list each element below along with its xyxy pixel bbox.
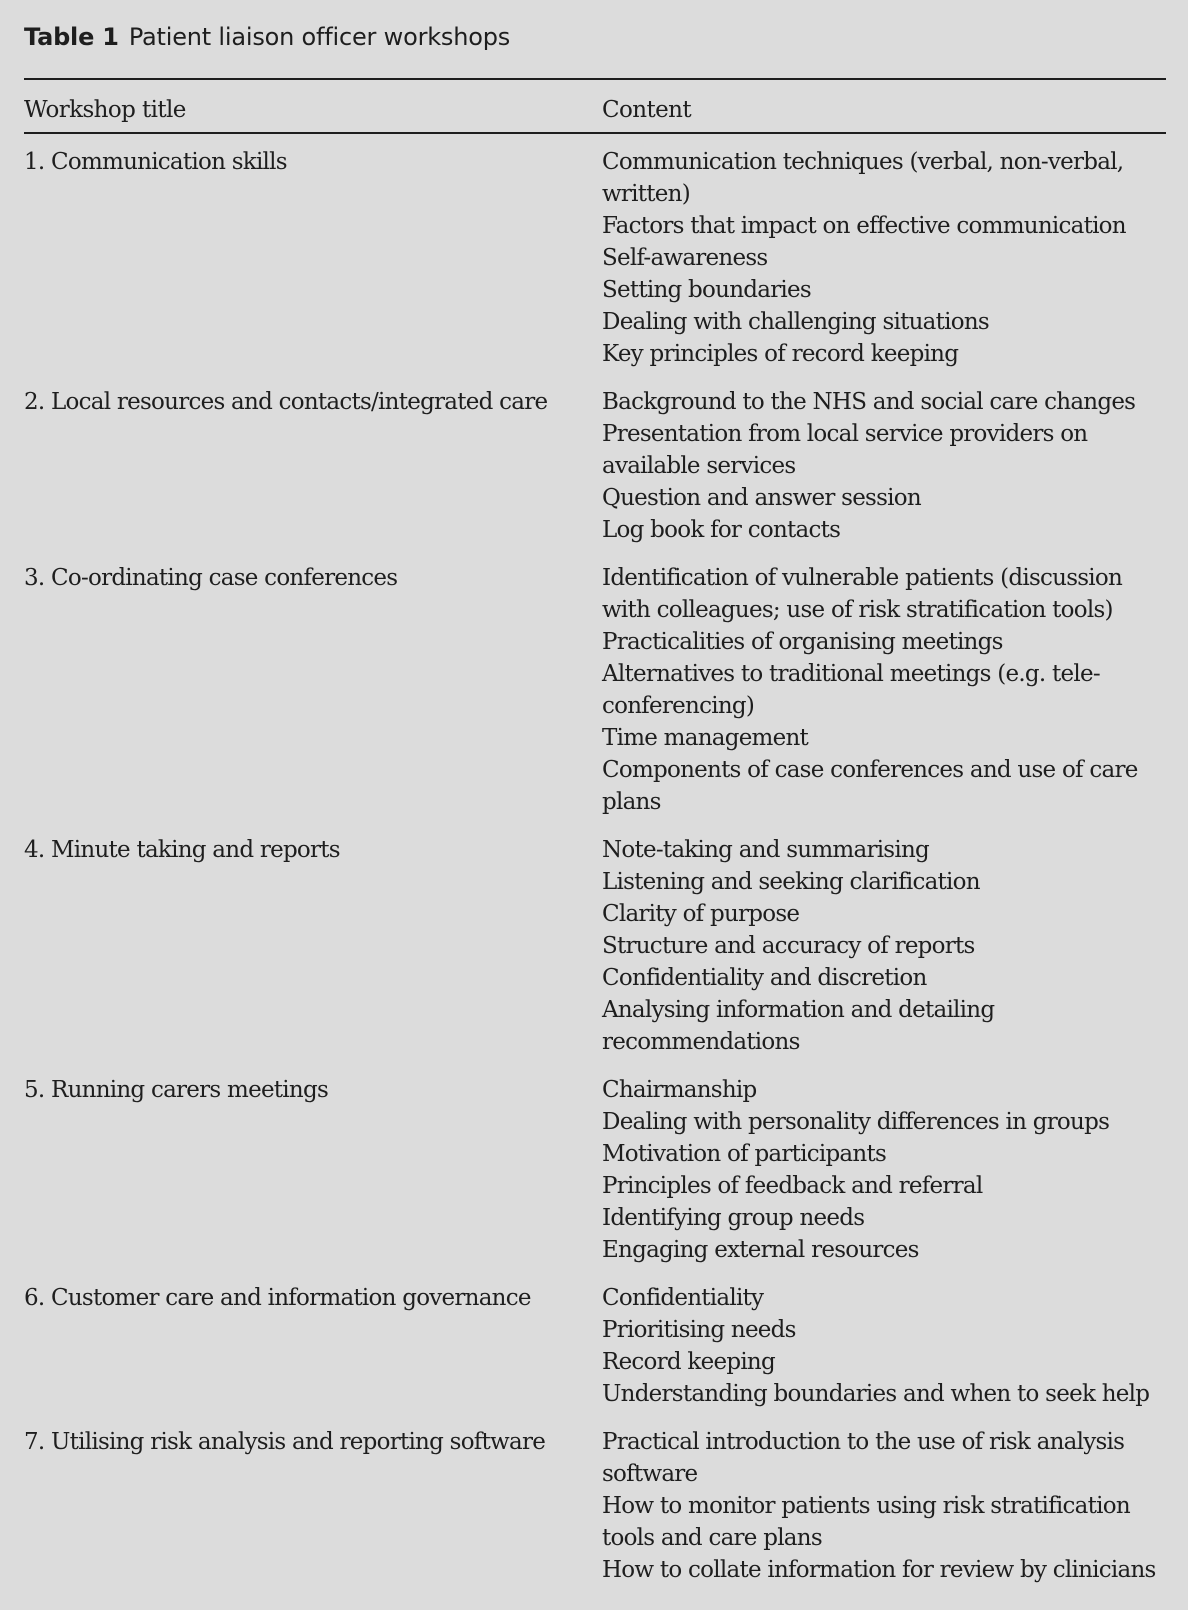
table-row — [24, 1282, 1166, 1410]
header-rule — [24, 132, 1166, 134]
workshop-content-list — [602, 834, 1166, 1058]
table-body — [24, 146, 1166, 1602]
workshop-title: 4. Minute taking and reports — [24, 837, 340, 863]
content-item: Question and answer session — [602, 485, 921, 511]
workshop-title: 5. Running carers meetings — [24, 1077, 328, 1103]
content-item: Background to the NHS and social care changes — [602, 389, 1136, 415]
workshop-content-list — [602, 1282, 1166, 1410]
content-item: Identifying group needs — [602, 1205, 865, 1231]
content-item: Record keeping — [602, 1349, 775, 1375]
content-item: Presentation from local service providers on available services — [602, 421, 1088, 479]
column-header-workshop-title: Workshop title — [24, 97, 186, 123]
workshop-content-list — [602, 1426, 1166, 1586]
content-item: Confidentiality — [602, 1285, 764, 1311]
workshop-title: 7. Utilising risk analysis and reporting software — [24, 1429, 546, 1455]
workshop-title: 3. Co-ordinating case conferences — [24, 565, 398, 591]
content-item: Key principles of record keeping — [602, 341, 959, 367]
content-item: How to collate information for review by clinicians — [602, 1557, 1156, 1583]
content-item: Understanding boundaries and when to seek help — [602, 1381, 1150, 1407]
content-item: How to monitor patients using risk stratification tools and care plans — [602, 1493, 1130, 1551]
table-row — [24, 562, 1166, 818]
workshop-content-list — [602, 146, 1166, 370]
table-row — [24, 1074, 1166, 1266]
content-item: Clarity of purpose — [602, 901, 800, 927]
top-rule — [24, 78, 1166, 80]
content-item: Communication techniques (verbal, non-verbal, written) — [602, 149, 1124, 207]
content-item: Time management — [602, 725, 809, 751]
content-item: Analysing information and detailing recommendations — [602, 997, 995, 1055]
content-item: Chairmanship — [602, 1077, 757, 1103]
content-item: Principles of feedback and referral — [602, 1173, 983, 1199]
column-header-content: Content — [602, 97, 691, 123]
workshop-content-list — [602, 1074, 1166, 1266]
content-item: Alternatives to traditional meetings (e.g. tele-conferencing) — [602, 661, 1100, 719]
content-item: Self-awareness — [602, 245, 768, 271]
table-label: Table 1 — [24, 23, 119, 51]
content-item: Dealing with personality differences in groups — [602, 1109, 1110, 1135]
content-item: Dealing with challenging situations — [602, 309, 989, 335]
content-item: Engaging external resources — [602, 1237, 919, 1263]
table-caption — [24, 22, 510, 52]
table-row — [24, 386, 1166, 546]
content-item: Setting boundaries — [602, 277, 811, 303]
content-item: Log book for contacts — [602, 517, 841, 543]
table-row — [24, 1426, 1166, 1586]
table-row — [24, 834, 1166, 1058]
content-item: Listening and seeking clarification — [602, 869, 980, 895]
content-item: Identification of vulnerable patients (discussion with colleagues; use of risk stratification tools) — [602, 565, 1123, 623]
content-item: Structure and accuracy of reports — [602, 933, 975, 959]
workshop-title: 1. Communication skills — [24, 149, 287, 175]
content-item: Components of case conferences and use of care plans — [602, 757, 1138, 815]
table-title: Patient liaison officer workshops — [128, 23, 511, 51]
table-row — [24, 146, 1166, 370]
content-item: Practicalities of organising meetings — [602, 629, 1003, 655]
content-item: Prioritising needs — [602, 1317, 796, 1343]
content-item: Motivation of participants — [602, 1141, 887, 1167]
content-item: Factors that impact on effective communication — [602, 213, 1126, 239]
workshop-content-list — [602, 562, 1166, 818]
content-item: Practical introduction to the use of risk analysis software — [602, 1429, 1125, 1487]
workshop-content-list — [602, 386, 1166, 546]
workshop-title: 2. Local resources and contacts/integrated care — [24, 389, 548, 415]
workshop-title: 6. Customer care and information governance — [24, 1285, 531, 1311]
content-item: Confidentiality and discretion — [602, 965, 927, 991]
content-item: Note-taking and summarising — [602, 837, 929, 863]
